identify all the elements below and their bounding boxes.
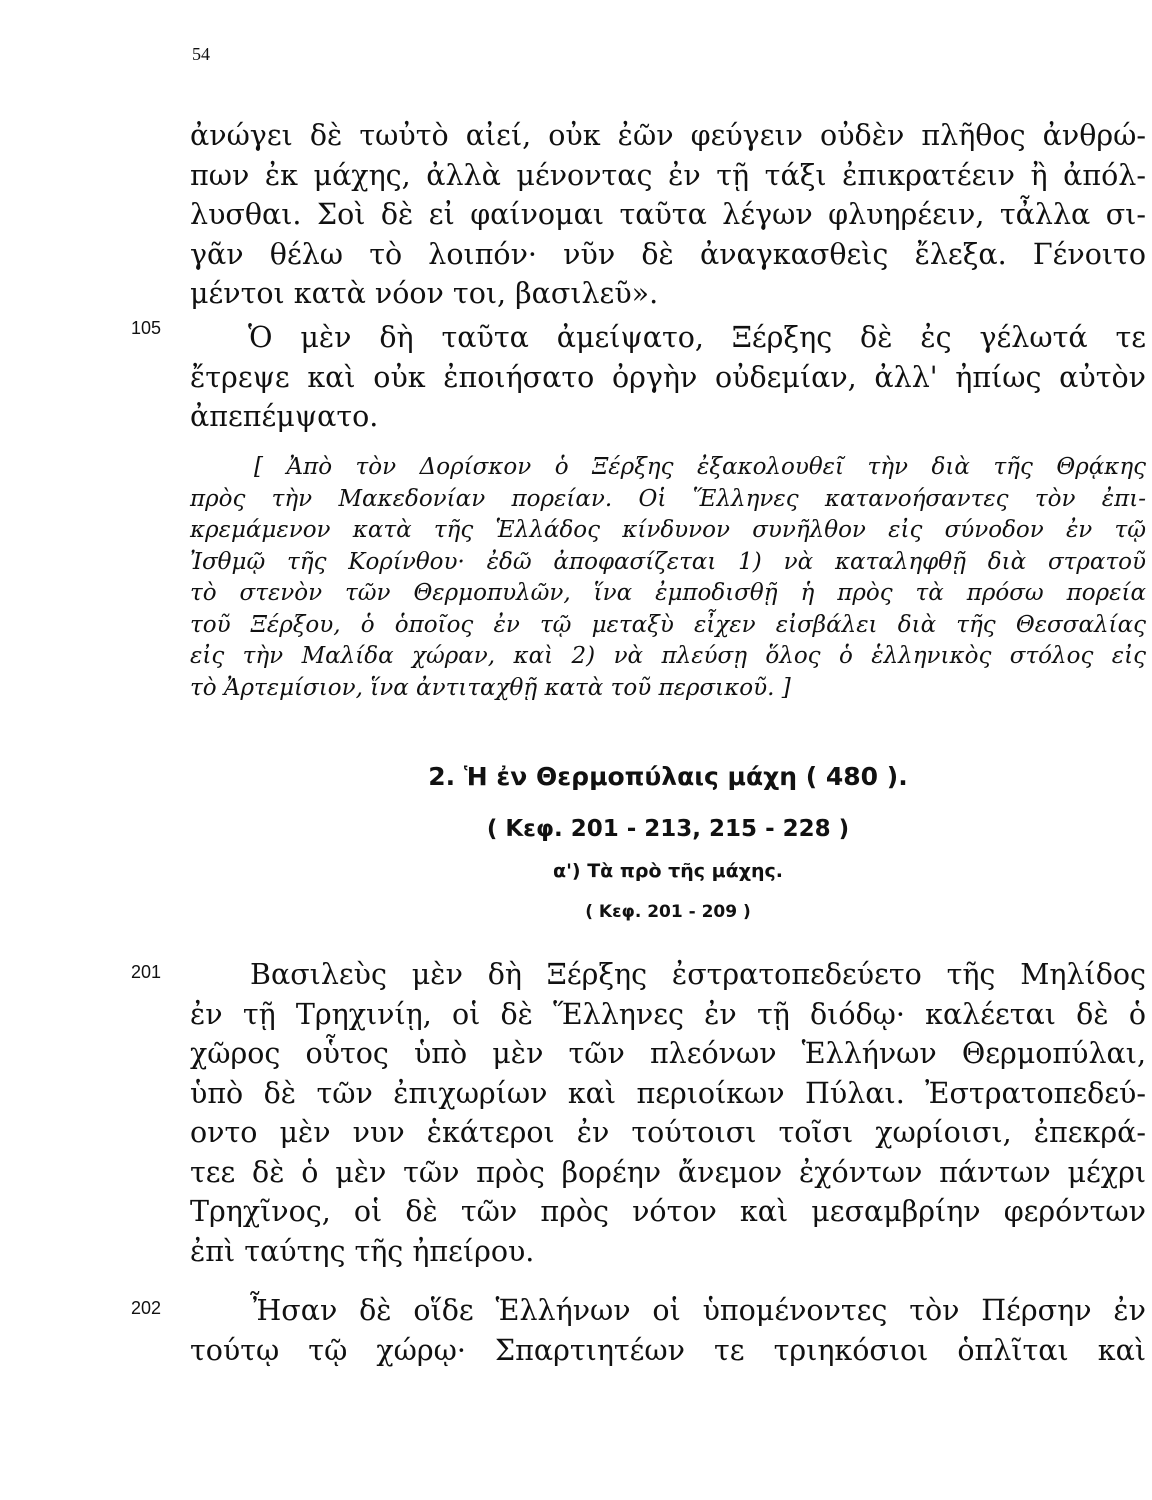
text-line: ἐν τῇ Τρηχινίῃ, οἱ δὲ Ἕλληνες ἐν τῇ διόδῳ· καλέεται δὲ ὁ	[190, 997, 1146, 1031]
text-line: Τρηχῖνος, οἱ δὲ τῶν πρὸς νότον καὶ μεσαμβρίην φερόντων	[190, 1195, 1146, 1228]
text-line: χῶρος οὗτος ὑπὸ μὲν τῶν πλεόνων Ἑλλήνων Θερμοπύλαι,	[190, 1037, 1146, 1070]
text-line: Βασιλεὺς μὲν δὴ Ξέρξης ἐστρατοπεδεύετο τῆς Μηλίδος	[250, 958, 1146, 991]
text-line: πων ἐκ μάχης, ἀλλὰ μένοντας ἐν τῇ τάξι ἐπικρατέειν ἢ ἀπόλ-	[190, 158, 1146, 192]
subsection-chapters: ( Κεφ. 201 - 209 )	[585, 902, 751, 922]
note-line: κρεμάμενον κατὰ τῆς Ἑλλάδος κίνδυνον συνῆλθον εἰς σύνοδον ἐν τῷ	[190, 517, 1146, 543]
text-line: ἀπεπέμψατο.	[190, 400, 379, 433]
text-line: ἐπὶ ταύτης τῆς ἠπείρου.	[190, 1234, 535, 1268]
text-line: ὑπὸ δὲ τῶν ἐπιχωρίων καὶ περιοίκων Πύλαι. Ἐστρατοπεδεύ-	[190, 1076, 1146, 1110]
text-line: Ἦσαν δὲ οἵδε Ἑλλήνων οἱ ὑπομένοντες τὸν Πέρσην ἐν	[250, 1294, 1146, 1327]
text-line: ἔτρεψε καὶ οὐκ ἐποιήσατο ὀργὴν οὐδεμίαν, ἀλλ' ἠπίως αὐτὸν	[190, 360, 1146, 394]
text-line: τούτῳ τῷ χώρῳ· Σπαρτιητέων τε τριηκόσιοι ὁπλῖται καὶ	[190, 1333, 1146, 1367]
text-line: οντο μὲν νυν ἑκάτεροι ἐν τούτοισι τοῖσι χωρίοισι, ἐπεκρά-	[190, 1116, 1146, 1149]
text-line: ἀνώγει δὲ τωὐτὸ αἰεί, οὐκ ἐῶν φεύγειν οὐδὲν πλῆθος ἀνθρώ-	[190, 119, 1146, 152]
note-line: τοῦ Ξέρξου, ὁ ὁποῖος ἐν τῷ μεταξὺ εἶχεν εἰσβάλει διὰ τῆς Θεσσαλίας	[190, 611, 1146, 638]
text-line: Ὁ μὲν δὴ ταῦτα ἀμείψατο, Ξέρξης δὲ ἐς γέλωτά τε	[248, 321, 1146, 354]
text-line: μέντοι κατὰ νόον τοι, βασιλεῦ».	[190, 277, 659, 310]
note-line: τὸ Ἀρτεμίσιον, ἵνα ἀντιταχθῇ κατὰ τοῦ περσικοῦ. ]	[190, 674, 791, 701]
margin-chapter-number: 105	[131, 318, 162, 338]
note-line: τὸ στενὸν τῶν Θερμοπυλῶν, ἵνα ἐμποδισθῇ ἡ πρὸς τὰ πρόσω πορεία	[190, 580, 1146, 606]
paragraph-4	[190, 1291, 1146, 1370]
text-line: λυσθαι. Σοὶ δὲ εἰ φαίνομαι ταῦτα λέγων φλυηρέειν, τἆλλα σι-	[190, 198, 1146, 231]
paragraph-2	[190, 318, 1146, 437]
paragraph-1	[190, 116, 1146, 314]
text-line: τεε δὲ ὁ μὲν τῶν πρὸς βορέην ἄνεμον ἐχόντων πάντων μέχρι	[190, 1155, 1146, 1189]
section-title: 2. Ἡ ἐν Θερμοπύλαις μάχη ( 480 ).	[428, 762, 908, 791]
subsection-title: α') Τὰ πρὸ τῆς μάχης.	[553, 860, 783, 882]
margin-chapter-number: 202	[131, 1298, 162, 1318]
paragraph-3	[190, 955, 1146, 1271]
text-line: γᾶν θέλω τὸ λοιπόν· νῦν δὲ ἀναγκασθεὶς ἔλεξα. Γένοιτο	[190, 237, 1146, 271]
note-line: [ Ἀπὸ τὸν Δορίσκον ὁ Ξέρξης ἐξακολουθεῖ τὴν διὰ τῆς Θρᾴκης	[254, 454, 1146, 480]
note-line: Ἰσθμῷ τῆς Κορίνθου· ἐδῶ ἀποφασίζεται 1) νὰ καταληφθῇ διὰ στρατοῦ	[190, 548, 1146, 575]
note-line: πρὸς τὴν Μακεδονίαν πορείαν. Οἱ Ἕλληνες κατανοήσαντες τὸν ἐπι-	[190, 485, 1146, 512]
margin-chapter-number: 201	[131, 962, 162, 982]
note-line: εἰς τὴν Μαλίδα χώραν, καὶ 2) νὰ πλεύσῃ ὅλος ὁ ἑλληνικὸς στόλος εἰς	[190, 643, 1146, 669]
page-number: 54	[192, 44, 210, 64]
section-chapters: ( Κεφ. 201 - 213, 215 - 228 )	[486, 816, 850, 842]
editorial-note	[190, 452, 1146, 704]
